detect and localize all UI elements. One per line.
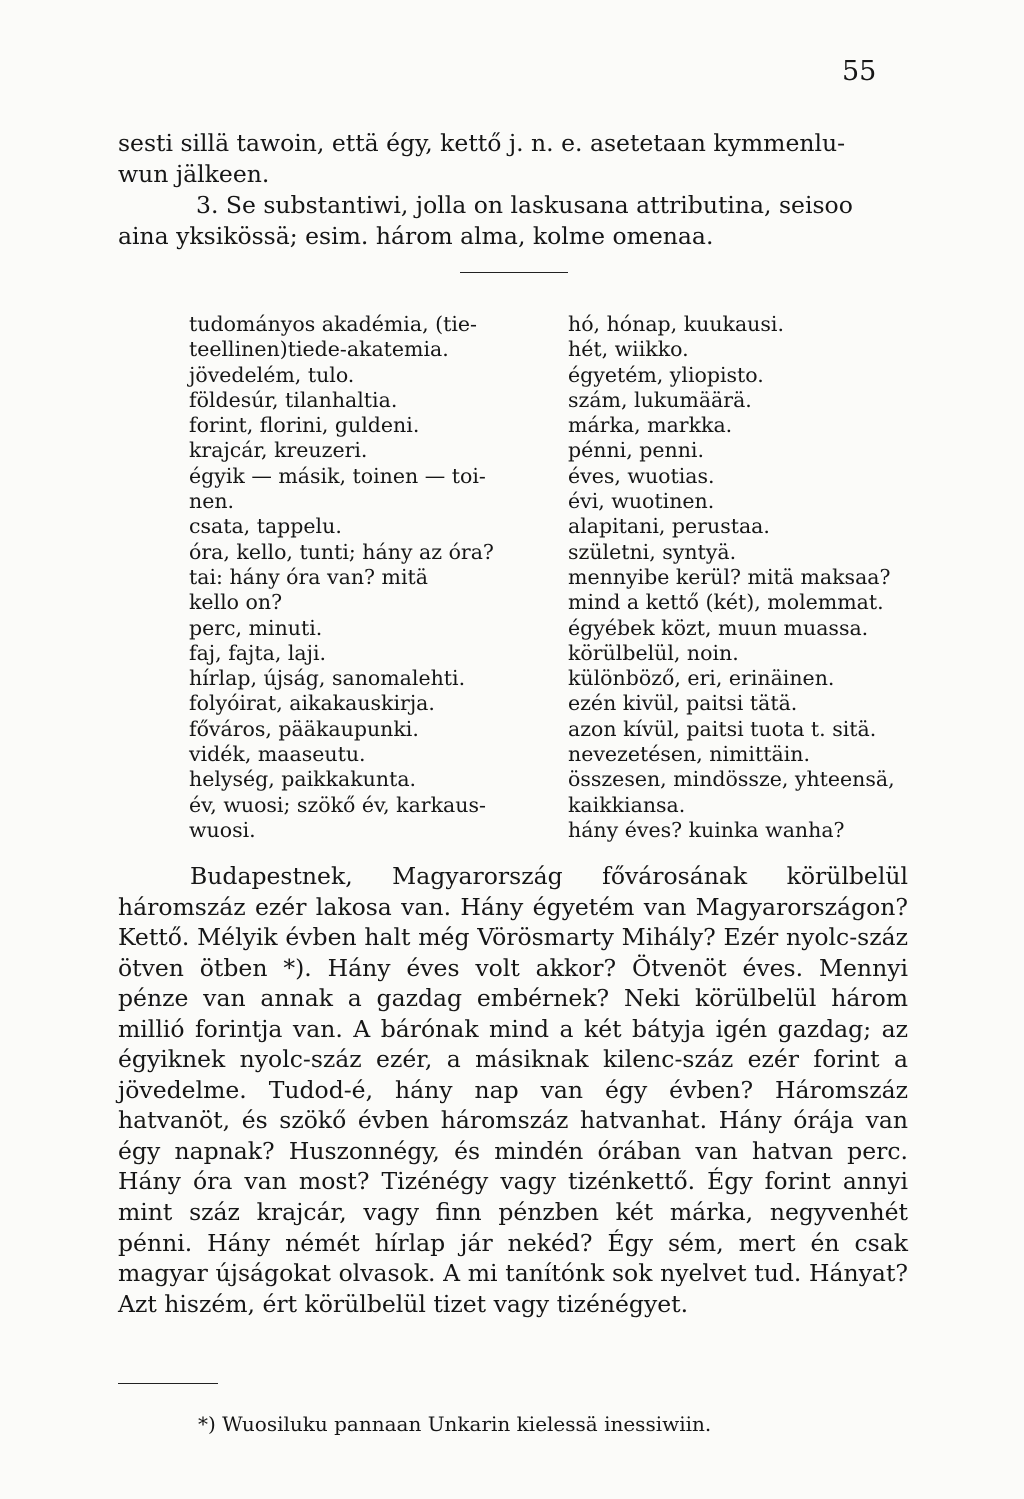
intro-text	[118, 128, 908, 252]
section-divider	[460, 272, 568, 273]
intro-line: sesti sillä tawoin, että égy, kettő j. n. e. asetetaan kymmenlu-	[118, 129, 846, 157]
vocab-entry: év, wuosi; szökő év, karkaus-	[189, 792, 486, 817]
vocab-entry: főváros, pääkaupunki.	[189, 716, 419, 741]
vocab-entry: tudományos akadémia, (tie-	[189, 312, 477, 336]
vocab-entry: kello on?	[189, 590, 283, 615]
vocab-entry: hét, wiikko.	[568, 337, 689, 362]
vocab-entry: hírlap, újság, sanomalehti.	[189, 666, 466, 691]
footnote: *) Wuosiluku pannaan Unkarin kielessä inessiwiin.	[198, 1412, 712, 1436]
vocab-entry: márka, markka.	[568, 413, 733, 438]
vocab-entry: égyik — másik, toinen — toi-	[189, 463, 486, 488]
vocab-entry: éves, wuotias.	[568, 463, 715, 488]
vocab-entry: földesúr, tilanhaltia.	[189, 387, 398, 412]
intro-line: aina yksikössä; esim. három alma, kolme omenaa.	[118, 222, 714, 250]
vocab-entry: tai: hány óra van? mitä	[189, 564, 429, 589]
vocab-entry: azon kívül, paitsi tuota t. sitä.	[568, 716, 877, 741]
intro-line: 3. Se substantiwi, jolla on laskusana attributina, seisoo	[196, 191, 853, 219]
vocab-entry: születni, syntyä.	[568, 539, 737, 564]
reading-paragraph: Budapestnek, Magyarország fővárosának körülbelül háromszáz ezér lakosa van. Hány égyetém van Magyarországon? Kettő. Mélyik évben halt még Vörösmarty Mihály? Ezér nyolc-száz ötven ötben *). Hány éves volt akkor? Ötvenöt éves. Mennyi pénze van annak a gazdag embérnek? Neki körülbelül három millió forintja van. A bárónak mind a két bátyja igén gazdag; az égyiknek nyolc-száz ezér, a másiknak kilenc-száz ezér forint a jövedelme. Tudod-é, hány nap van égy évben? Háromszáz hatvanöt, és szökő évben háromszáz hatvanhat. Hány órája van égy napnak? Huszonnégy, és mindén órában van hatvan perc. Hány óra van most? Tizénégy vagy tizénkettő. Égy forint annyi mint száz krajcár, vagy finn pénzben két márka, negyvenhét pénni. Hány némét hírlap jár nekéd? Égy sém, mert én csak magyar újságokat olvasok. A mi tanítónk sok nyelvet tud. Hányat? Azt hiszém, ért körülbelül tizet vagy tizénégyet.	[118, 862, 908, 1318]
vocab-entry: folyóirat, aikakauskirja.	[189, 691, 435, 716]
vocab-entry: hány éves? kuinka wanha?	[568, 817, 845, 842]
vocab-entry: helység, paikkakunta.	[189, 767, 417, 792]
vocab-entry: körülbelül, noin.	[568, 640, 739, 665]
vocab-entry: hó, hónap, kuukausi.	[568, 312, 784, 336]
footnote-divider	[118, 1383, 218, 1384]
vocab-entry: égyébek közt, muun muassa.	[568, 615, 869, 640]
vocab-entry: égyetém, yliopisto.	[568, 362, 764, 387]
vocab-entry: mind a kettő (két), molemmat.	[568, 590, 884, 615]
vocab-entry: évi, wuotinen.	[568, 489, 715, 514]
vocab-entry: forint, florini, guldeni.	[189, 413, 420, 438]
vocab-entry: alapitani, perustaa.	[568, 514, 770, 539]
vocab-entry: wuosi.	[189, 817, 256, 842]
vocab-entry: nevezetésen, nimittäin.	[568, 742, 810, 767]
vocab-entry: kaikkiansa.	[568, 792, 686, 817]
vocab-entry: különböző, eri, erinäinen.	[568, 666, 835, 691]
vocab-entry: mennyibe kerül? mitä maksaa?	[568, 564, 891, 589]
vocab-entry: krajcár, kreuzeri.	[189, 438, 368, 463]
vocab-entry: nen.	[189, 489, 235, 514]
vocab-entry: ezén kivül, paitsi tätä.	[568, 691, 798, 716]
vocabulary-column-left	[189, 312, 539, 843]
intro-line: wun jälkeen.	[118, 160, 270, 188]
vocab-entry: pénni, penni.	[568, 438, 704, 463]
vocab-entry: szám, lukumäärä.	[568, 387, 752, 412]
vocab-entry: vidék, maaseutu.	[189, 742, 366, 767]
vocab-entry: teellinen)tiede-akatemia.	[189, 337, 449, 362]
vocab-entry: perc, minuti.	[189, 615, 323, 640]
vocab-entry: óra, kello, tunti; hány az óra?	[189, 539, 494, 564]
vocab-entry: faj, fajta, laji.	[189, 640, 327, 665]
vocab-entry: összesen, mindössze, yhteensä,	[568, 767, 895, 792]
page-number: 55	[842, 56, 877, 87]
vocab-entry: jövedelém, tulo.	[189, 362, 355, 387]
vocab-entry: csata, tappelu.	[189, 514, 342, 539]
vocabulary-column-right	[568, 312, 913, 843]
